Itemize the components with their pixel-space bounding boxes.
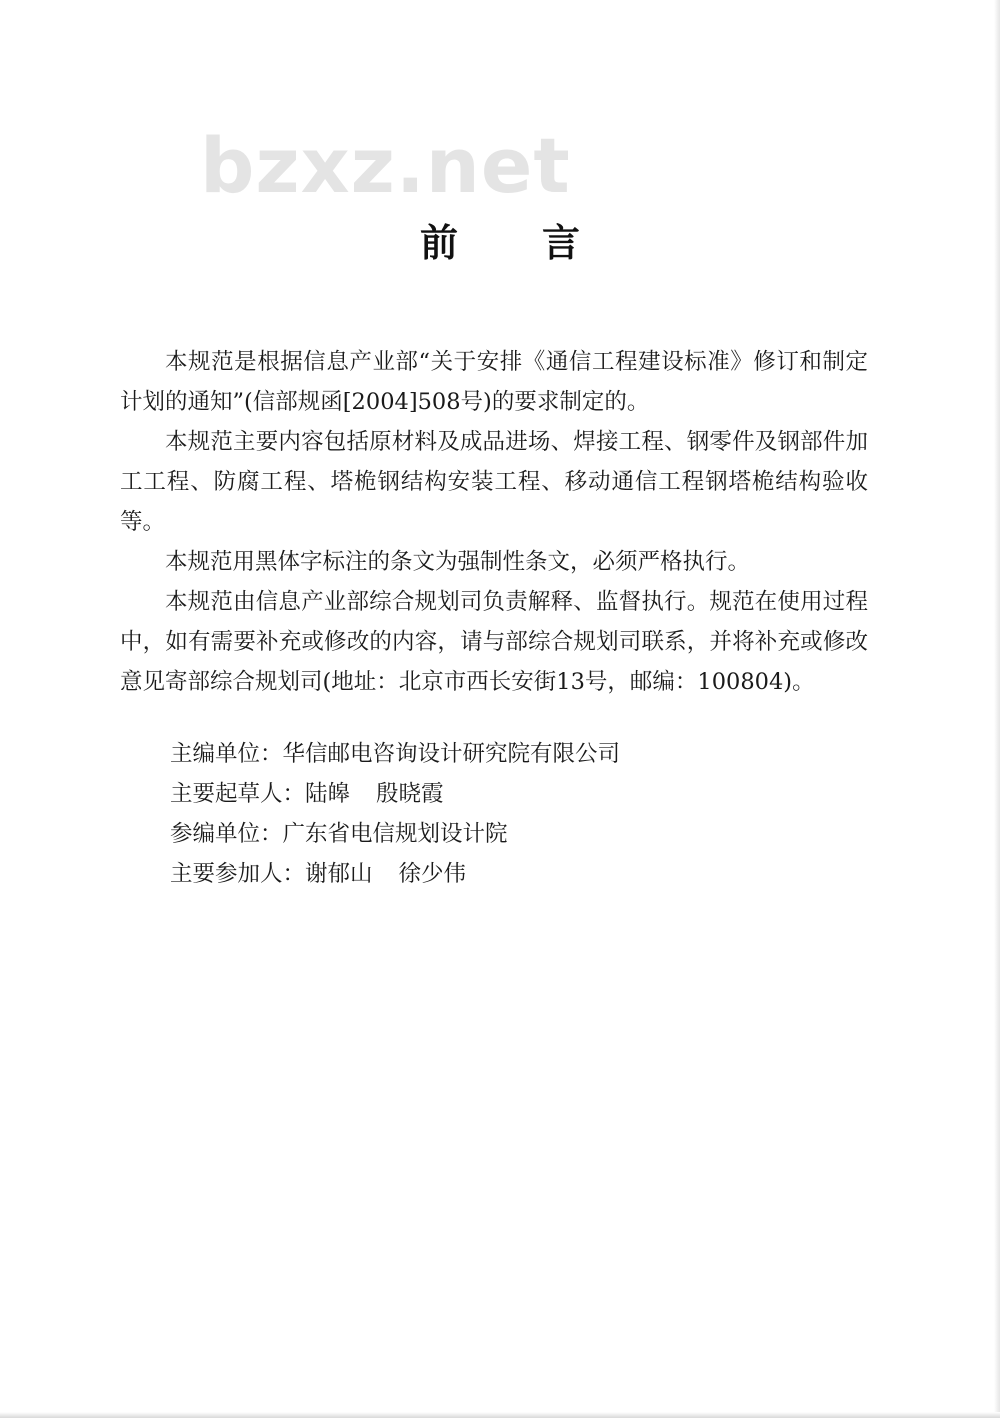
preface-body bbox=[120, 342, 868, 702]
credit-chief-drafters bbox=[170, 774, 444, 814]
credit-participating-unit bbox=[170, 814, 508, 854]
credit-person: 殷晓霞 bbox=[376, 781, 444, 807]
credit-person: 谢郁山 bbox=[305, 861, 373, 887]
credit-person: 徐少伟 bbox=[398, 861, 467, 887]
credit-value: 广东省电信规划设计院 bbox=[282, 821, 508, 847]
title-char-2: 言 bbox=[542, 220, 581, 265]
credit-label: 主要参加人： bbox=[170, 861, 306, 887]
paragraph-basis: 本规范是根据信息产业部“关于安排《通信工程建设标准》修订和制定计划的通知”(信部规函[2004]508号)的要求制定的。 bbox=[120, 349, 868, 415]
credit-value: 华信邮电咨询设计研究院有限公司 bbox=[282, 741, 621, 767]
credit-label: 主编单位： bbox=[170, 741, 283, 767]
page-edge-bottom bbox=[0, 1412, 1000, 1418]
title-char-1: 前 bbox=[419, 220, 458, 265]
paragraph-contents: 本规范主要内容包括原材料及成品进场、焊接工程、钢零件及钢部件加工工程、防腐工程、塔桅钢结构安装工程、移动通信工程钢塔桅结构验收等。 bbox=[120, 429, 868, 535]
credit-chief-unit bbox=[170, 734, 620, 774]
page-title bbox=[0, 220, 1000, 265]
credit-label: 参编单位： bbox=[170, 821, 283, 847]
credit-participants bbox=[170, 854, 466, 894]
credit-person: 陆皞 bbox=[305, 781, 351, 807]
page-edge-right bbox=[994, 0, 1000, 1418]
credit-label: 主要起草人： bbox=[170, 781, 306, 807]
paragraph-mandatory: 本规范用黑体字标注的条文为强制性条文，必须严格执行。 bbox=[165, 549, 751, 575]
paragraph-interpretation: 本规范由信息产业部综合规划司负责解释、监督执行。规范在使用过程中，如有需要补充或修改的内容，请与部综合规划司联系，并将补充或修改意见寄部综合规划司(地址：北京市西长安街13号，邮编：100804)。 bbox=[120, 589, 868, 695]
watermark: bzxz.net bbox=[200, 121, 571, 210]
